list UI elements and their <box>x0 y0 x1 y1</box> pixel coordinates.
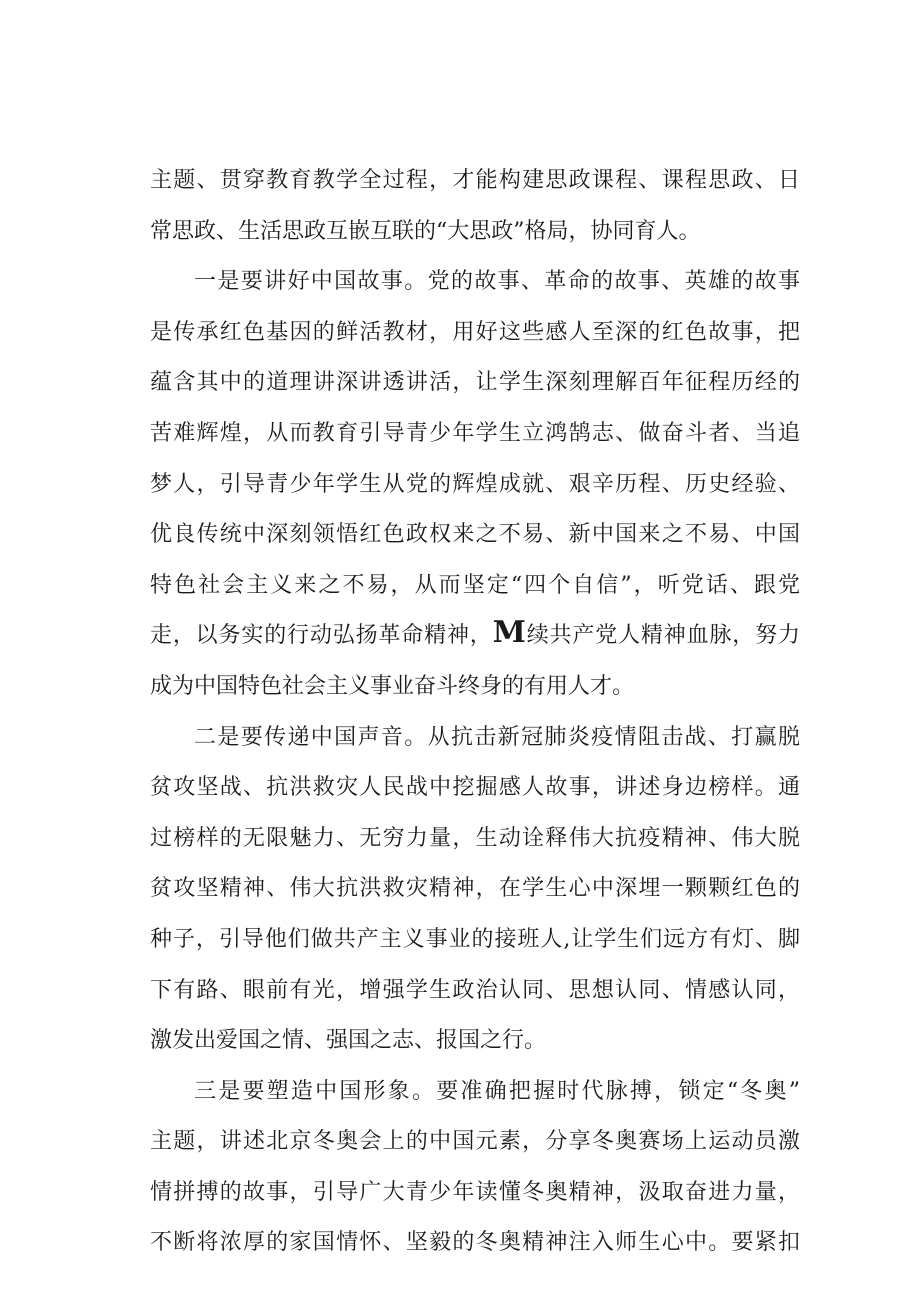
text-line: 蕴含其中的道理讲深讲透讲活，让学生深刻理解百年征程历经的 <box>150 370 800 396</box>
ocr-glyph: M <box>492 615 526 651</box>
text-line: 特色社会主义来之不易，从而坚定“四个自信”，听党话、跟党 <box>150 572 800 598</box>
text-line: 主题，讲述北京冬奥会上的中国元素，分享冬奥赛场上运动员激 <box>150 1129 800 1155</box>
text-line: 成为中国特色社会主义事业奋斗终身的有用人才。 <box>150 673 635 699</box>
paragraph-continuation <box>150 156 800 257</box>
paragraph-chinese-story <box>150 257 800 712</box>
paragraph-chinese-voice <box>150 713 800 1067</box>
text-line: 激发出爱国之情、强国之志、报国之行。 <box>150 1028 547 1054</box>
text-line: 主题、贯穿教育教学全过程，才能构建思政课程、课程思政、日 <box>150 168 800 193</box>
text-line: 三是要塑造中国形象。要准确把握时代脉搏，锁定“冬奥” <box>194 1078 800 1104</box>
text-line: 优良传统中深刻领悟红色政权来之不易、新中国来之不易、中国 <box>150 522 800 548</box>
document-body <box>150 156 800 1269</box>
text-line: 苦难辉煌，从而教育引导青少年学生立鸿鹄志、做奋斗者、当追 <box>150 420 800 446</box>
text-line: 贫攻坚精神、伟大抗洪救灾精神，在学生心中深埋一颗颗红色的 <box>150 876 800 902</box>
text-segment: 续共产党人精神血脉，努力 <box>525 623 800 649</box>
paragraph-chinese-image <box>150 1067 800 1269</box>
text-line: 下有路、眼前有光，增强学生政治认同、思想认同、情感认同， <box>150 977 800 1003</box>
text-line: 情拼搏的故事，引导广大青少年读懂冬奥精神，汲取奋进力量， <box>150 1179 800 1205</box>
text-line: 过榜样的无限魅力、无穷力量，生动诠释伟大抗疫精神、伟大脱 <box>150 825 800 851</box>
text-line: 不断将浓厚的家国情怀、坚毅的冬奥精神注入师生心中。要紧扣 <box>150 1230 800 1256</box>
text-line: 二是要传递中国声音。从抗击新冠肺炎疫情阻击战、打赢脱 <box>194 724 800 750</box>
text-segment: 走，以务实的行动弘扬革命精神， <box>150 623 493 649</box>
text-line: 一是要讲好中国故事。党的故事、革命的故事、英雄的故事 <box>194 269 800 295</box>
text-line: 是传承红色基因的鲜活教材，用好这些感人至深的红色故事，把 <box>150 319 800 345</box>
text-line-special <box>150 611 800 662</box>
text-line: 种子，引导他们做共产主义事业的接班人,让学生们远方有灯、脚 <box>150 926 800 952</box>
text-line: 贫攻坚战、抗洪救灾人民战中挖掘感人故事，讲述身边榜样。通 <box>150 775 800 801</box>
text-line: 常思政、生活思政互嵌互联的“大思政”格局，协同育人。 <box>150 218 701 244</box>
text-line: 梦人，引导青少年学生从党的辉煌成就、艰辛历程、历史经验、 <box>150 471 800 497</box>
